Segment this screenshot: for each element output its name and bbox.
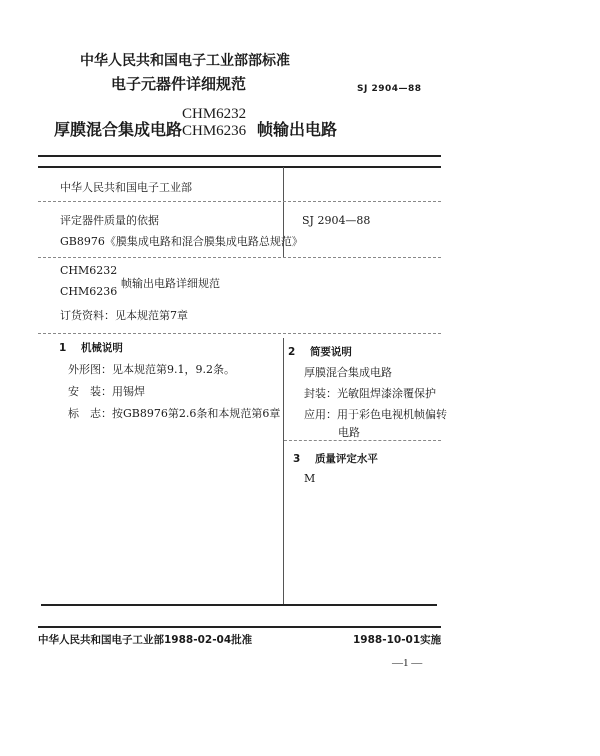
ordering-info: 订货资料：见本规范第7章 [60, 309, 188, 322]
section-2-line-2: 封装：光敏阻焊漆涂覆保护 [304, 387, 436, 400]
table-rule-2 [38, 257, 441, 258]
table-divider-bottom [283, 338, 284, 604]
section-2-line-1: 厚膜混合集成电路 [304, 366, 392, 379]
section-1-line-2: 安 装：用锡焊 [68, 385, 145, 398]
section-2-line-4: 电路 [338, 426, 360, 439]
section-2-number: 2 [288, 346, 296, 358]
top-rule [38, 155, 441, 157]
footer-rule [38, 626, 441, 628]
title-model-2: CHM6236 [182, 123, 247, 139]
spec-category-heading: 电子元器件详细规范 [111, 75, 247, 93]
table-rule-3 [38, 333, 441, 334]
page-number: —1 — [392, 657, 423, 669]
issuing-dept: 中华人民共和国电子工业部 [60, 181, 192, 194]
table-top-rule [38, 166, 441, 168]
approval-statement: 中华人民共和国电子工业部1988-02-04批准 [38, 634, 253, 646]
document-title-prefix: 厚膜混合集成电路 [54, 120, 183, 139]
section-3-number: 3 [293, 453, 301, 465]
section-2-heading [288, 344, 352, 359]
model-2: CHM6236 [60, 285, 118, 298]
document-title-models [182, 106, 246, 140]
model-1: CHM6232 [60, 264, 118, 277]
section-1-line-1: 外形图：见本规范第9.1，9.2条。 [68, 363, 235, 376]
issuer-standard-heading: 中华人民共和国电子工业部部标准 [80, 53, 290, 69]
section-3-heading [293, 451, 378, 466]
section-2-title: 简要说明 [309, 346, 352, 358]
standard-code: SJ 2904—88 [357, 84, 422, 94]
document-title-suffix: 帧输出电路 [257, 120, 338, 139]
table-bottom-rule [41, 604, 437, 606]
section-2-rule [284, 440, 441, 441]
section-1-heading [59, 340, 123, 355]
implementation-date: 1988-10-01实施 [353, 634, 442, 646]
basis-label: 评定器件质量的依据 [60, 214, 159, 227]
title-model-1: CHM6232 [182, 106, 247, 122]
table-dashed-rule [38, 201, 441, 202]
table-standard-code: SJ 2904—88 [302, 214, 371, 227]
section-3-line-1: M [304, 472, 316, 485]
section-1-line-3: 标 志：按GB8976第2.6条和本规范第6章 [68, 407, 281, 420]
section-1-title: 机械说明 [80, 342, 123, 354]
section-2-line-3: 应用：用于彩色电视机帧偏转 [304, 408, 447, 421]
model-description: 帧输出电路详细规范 [121, 277, 220, 290]
section-3-title: 质量评定水平 [314, 453, 378, 465]
basis-standard: GB8976《膜集成电路和混合膜集成电路总规范》 [60, 235, 303, 248]
section-1-number: 1 [59, 342, 67, 354]
